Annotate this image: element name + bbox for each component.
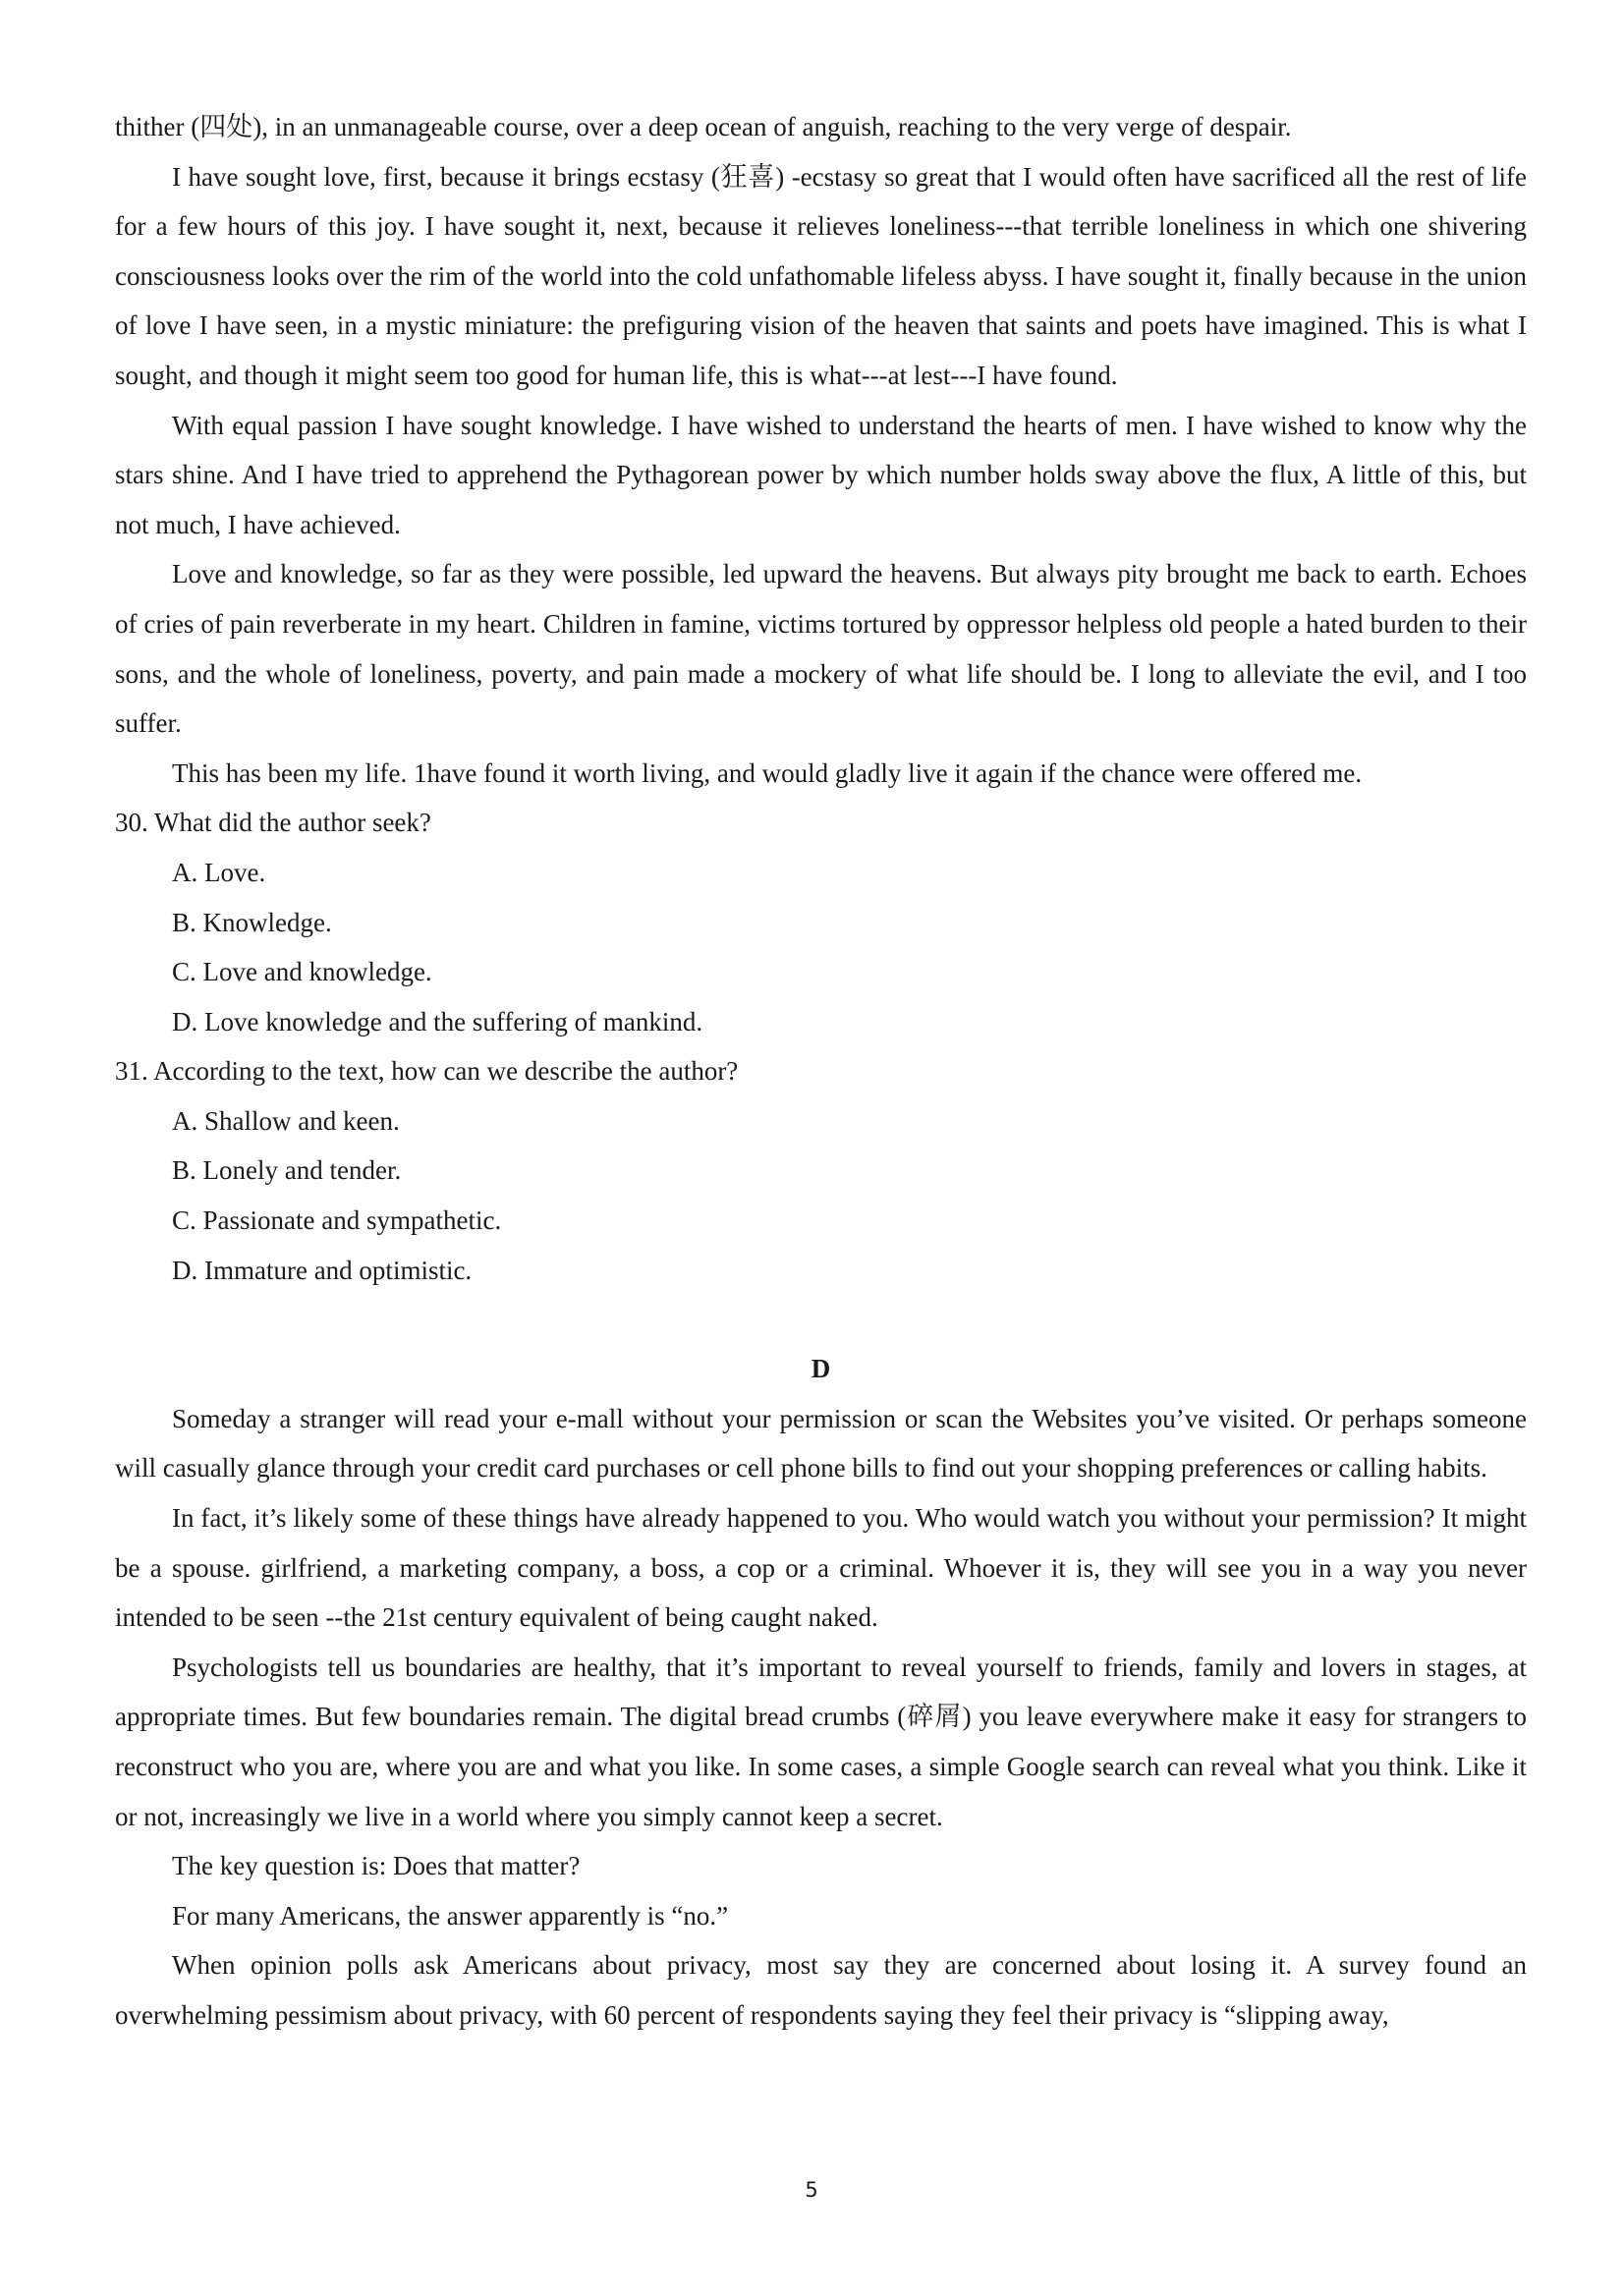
section-heading: D — [811, 1354, 831, 1384]
passage-c-paragraph-3: Love and knowledge, so far as they were possible, led upward the heavens. But always pity brought me back to earth. Echoes of cries of pain reverberate in my heart. Children in famine, victims tortured by oppressor helpless old people a hated burden to their sons, and the whole of loneliness, poverty, and pain made a mockery of what life should be. I long to alleviate the evil, and I too suffer. — [115, 559, 1527, 739]
passage-c-paragraph-4: This has been my life. 1have found it worth living, and would gladly live it again if the chance were offered me. — [172, 757, 1363, 788]
passage-d-paragraph-6: When opinion polls ask Americans about privacy, most say they are concerned about losing it. A survey found an overwhelming pessimism about privacy, with 60 percent of respondents saying they feel their privacy is “slipping away, — [115, 1950, 1527, 2030]
option-c: C. Love and knowledge. — [172, 957, 432, 987]
option-b: B. Knowledge. — [172, 907, 332, 937]
passage-d-paragraph-1: Someday a stranger will read your e-mall without your permission or scan the Websites you’ve visited. Or perhaps someone will casually glance through your credit card purchases or cell phone bills to find out your shopping preferences or calling habits. — [115, 1403, 1527, 1484]
passage-d-paragraph-4: The key question is: Does that matter? — [172, 1851, 581, 1881]
page-number: 5 — [805, 2178, 818, 2202]
passage-d-paragraph-2: In fact, it’s likely some of these things have already happened to you. Who would watch you without your permission? It might be a spouse. girlfriend, a marketing company, a boss, a cop or a criminal. Whoever it is, they will see you in a way you never intended to be seen --the 21st century equivalent of being caught naked. — [115, 1503, 1527, 1633]
question-31 — [115, 1046, 1527, 1295]
passage-c-paragraph-2: With equal passion I have sought knowledge. I have wished to understand the hearts of men. I have wished to know why the stars shine. And I have tried to apprehend the Pythagorean power by which number holds sway above the flux, A little of this, but not much, I have achieved. — [115, 410, 1527, 539]
option-d: D. Immature and optimistic. — [172, 1255, 473, 1285]
option-b: B. Lonely and tender. — [172, 1155, 402, 1186]
passage-c-paragraph-0: thither (四处), in an unmanageable course, over a deep ocean of anguish, reaching to the very verge of despair. — [115, 112, 1292, 141]
question-stem: 30. What did the author seek? — [115, 808, 431, 838]
passage-c-paragraph-1: I have sought love, first, because it brings ecstasy (狂喜) -ecstasy so great that I would often have sacrificed all the rest of life for a few hours of this joy. I have sought it, next, because it relieves loneliness---that terrible loneliness in which one shivering consciousness looks over the rim of the world into the cold unfathomable lifeless abyss. I have sought it, finally because in the union of love I have seen, in a mystic miniature: the prefiguring vision of the heaven that saints and poets have imagined. This is what I sought, and though it might seem too good for human life, this is what---at lest---I have found. — [115, 161, 1527, 390]
question-30 — [115, 798, 1527, 1046]
passage-d-paragraph-3: Psychologists tell us boundaries are healthy, that it’s important to reveal yourself to friends, family and lovers in stages, at appropriate times. But few boundaries remain. The digital bread crumbs (碎屑) you leave everywhere make it easy for strangers to reconstruct who you are, where you are and what you like. In some cases, a simple Google search can reveal what you think. Like it or not, increasingly we live in a world where you simply cannot keep a secret. — [115, 1652, 1527, 1831]
option-d: D. Love knowledge and the suffering of mankind. — [172, 1006, 703, 1036]
option-c: C. Passionate and sympathetic. — [172, 1205, 502, 1236]
text-column — [115, 102, 1527, 2041]
passage-d-paragraph-5: For many Americans, the answer apparently is “no.” — [172, 1900, 729, 1931]
option-a: A. Shallow and keen. — [172, 1105, 400, 1136]
question-stem: 31. According to the text, how can we describe the author? — [115, 1056, 739, 1087]
option-a: A. Love. — [172, 857, 266, 887]
